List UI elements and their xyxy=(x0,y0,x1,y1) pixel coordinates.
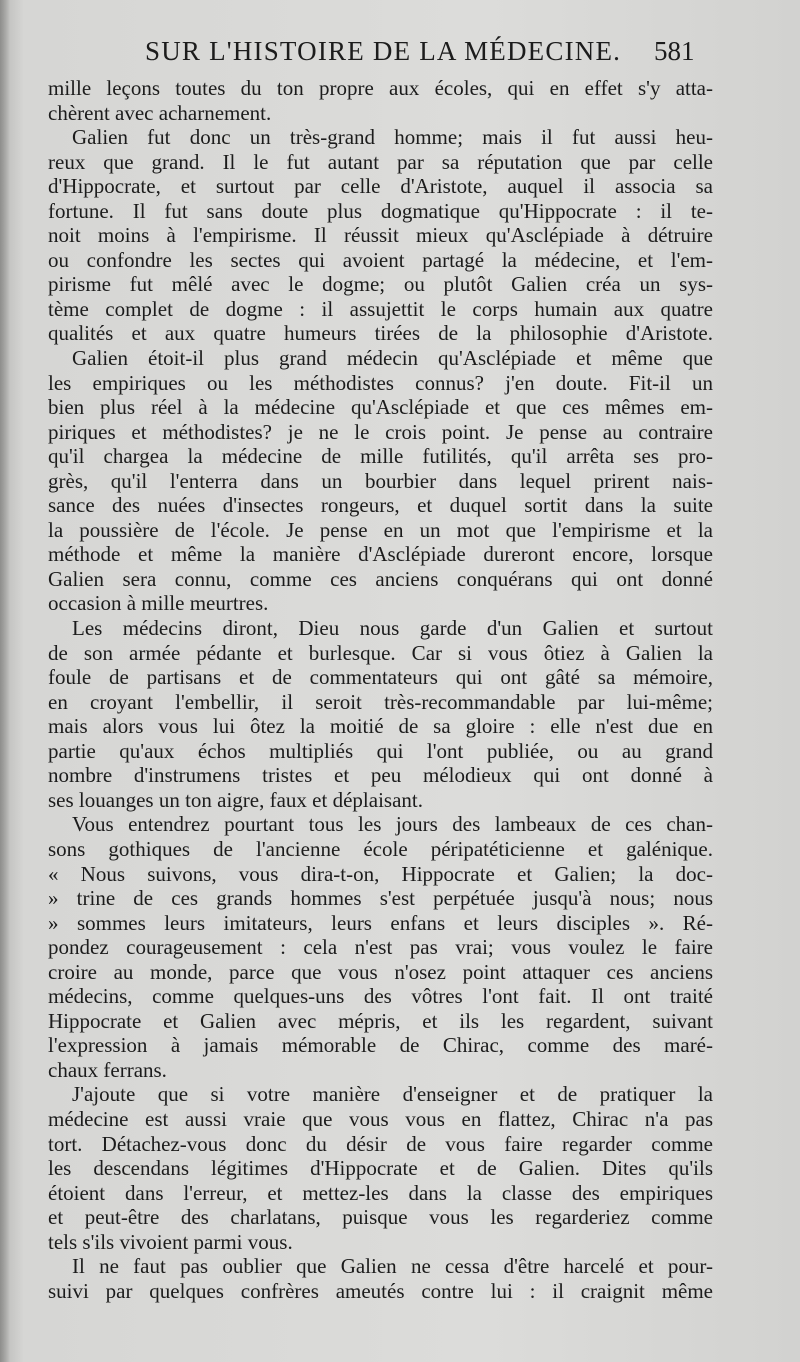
text-line: » trine de ces grands hommes s'est perpétuée jusqu'à nous; nous xyxy=(48,886,713,911)
text-line: la poussière de l'école. Je pense en un mot que l'empirisme et la xyxy=(48,517,713,542)
text-line: qu'il chargea la médecine de mille futilités, qu'il arrêta ses pro- xyxy=(48,444,713,469)
text-line: sons gothiques de l'ancienne école péripatéticienne et galénique. xyxy=(48,836,713,861)
text-line: sance des nuées d'insectes rongeurs, et duquel sortit dans la suite xyxy=(48,493,713,518)
text-line: l'expression à jamais mémorable de Chirac, comme des maré- xyxy=(48,1033,713,1058)
text-line: noit moins à l'empirisme. Il réussit mieux qu'Asclépiade à détruire xyxy=(48,223,713,248)
text-line: « Nous suivons, vous dira-t-on, Hippocrate et Galien; la doc- xyxy=(48,861,713,886)
text-line: tels s'ils vivoient parmi vous. xyxy=(48,1229,293,1254)
text-line: ses louanges un ton aigre, faux et déplaisant. xyxy=(48,787,423,812)
text-line: et peut-être des charlatans, puisque vous les regarderiez comme xyxy=(48,1205,713,1230)
text-line: foule de partisans et de commentateurs qui ont gâté sa mémoire, xyxy=(48,665,713,690)
page-number: 581 xyxy=(654,36,695,66)
text-line: Il ne faut pas oublier que Galien ne cessa d'être harcelé et pour- xyxy=(72,1254,713,1279)
body-text xyxy=(48,76,713,1303)
text-line: de son armée pédante et burlesque. Car si vous ôtiez à Galien la xyxy=(48,640,713,665)
text-line: partie qu'aux échos multipliés qui l'ont publiée, ou au grand xyxy=(48,738,713,763)
text-line: méthode et même la manière d'Asclépiade dureront encore, lorsque xyxy=(48,542,713,567)
text-line: Galien étoit-il plus grand médecin qu'Asclépiade et même que xyxy=(72,346,713,371)
text-line: les empiriques ou les méthodistes connus? j'en doute. Fit-il un xyxy=(48,370,713,395)
text-line: mais alors vous lui ôtez la moitié de sa gloire : elle n'est due en xyxy=(48,714,713,739)
text-line: pondez courageusement : cela n'est pas vrai; vous voulez le faire xyxy=(48,935,713,960)
running-head xyxy=(0,30,800,76)
text-line: médecine est aussi vraie que vous vous en flattez, Chirac n'a pas xyxy=(48,1106,713,1131)
text-line: chaux ferrans. xyxy=(48,1057,167,1082)
text-line: fortune. Il fut sans doute plus dogmatique qu'Hippocrate : il te- xyxy=(48,198,713,223)
text-line: Galien fut donc un très-grand homme; mais il fut aussi heu- xyxy=(72,125,713,150)
text-line: Hippocrate et Galien avec mépris, et ils les regardent, suivant xyxy=(48,1008,713,1033)
text-line: » sommes leurs imitateurs, leurs enfans et leurs disciples ». Ré- xyxy=(48,910,713,935)
text-line: Vous entendrez pourtant tous les jours des lambeaux de ces chan- xyxy=(72,812,713,837)
text-line: mille leçons toutes du ton propre aux écoles, qui en effet s'y atta- xyxy=(48,76,713,100)
text-line: médecins, comme quelques-uns des vôtres l'ont fait. Il ont traité xyxy=(48,984,713,1009)
running-title: SUR L'HISTOIRE DE LA MÉDECINE. xyxy=(145,36,622,66)
text-line: ou confondre les sectes qui avoient partagé la médecine, et l'em- xyxy=(48,247,713,272)
text-line: chèrent avec acharnement. xyxy=(48,100,272,125)
text-line: étoient dans l'erreur, et mettez-les dans la classe des empiriques xyxy=(48,1180,713,1205)
text-line: Les médecins diront, Dieu nous garde d'un Galien et surtout xyxy=(72,616,713,641)
text-line: croire au monde, parce que vous n'osez point attaquer ces anciens xyxy=(48,959,713,984)
text-line: suivi par quelques confrères ameutés contre lui : il craignit même xyxy=(48,1278,713,1303)
text-line: tort. Détachez-vous donc du désir de vous faire regarder comme xyxy=(48,1131,713,1156)
text-line: les descendans légitimes d'Hippocrate et de Galien. Dites qu'ils xyxy=(48,1156,713,1181)
text-line: occasion à mille meurtres. xyxy=(48,591,269,616)
text-line: qualités et aux quatre humeurs tirées de la philosophie d'Aristote. xyxy=(48,321,713,346)
text-line: d'Hippocrate, et surtout par celle d'Aristote, auquel il associa sa xyxy=(48,174,713,199)
text-line: J'ajoute que si votre manière d'enseigner et de pratiquer la xyxy=(72,1082,713,1107)
text-line: tème complet de dogme : il assujettit le corps humain aux quatre xyxy=(48,296,713,321)
text-line: en croyant l'embellir, il seroit très-recommandable par lui-même; xyxy=(48,689,713,714)
text-line: Galien sera connu, comme ces anciens conquérans qui ont donné xyxy=(48,566,713,591)
text-line: bien plus réel à la médecine qu'Asclépiade et que ces mêmes em- xyxy=(48,395,713,420)
text-line: nombre d'instrumens tristes et peu mélodieux qui ont donné à xyxy=(48,763,713,788)
text-line: pirisme fut mêlé avec le dogme; ou plutôt Galien créa un sys- xyxy=(48,272,713,297)
text-line: reux que grand. Il le fut autant par sa réputation que par celle xyxy=(48,149,713,174)
text-line: piriques et méthodistes? je ne le crois point. Je pense au contraire xyxy=(48,419,713,444)
text-line: grès, qu'il l'enterra dans un bourbier dans lequel prirent nais- xyxy=(48,468,713,493)
